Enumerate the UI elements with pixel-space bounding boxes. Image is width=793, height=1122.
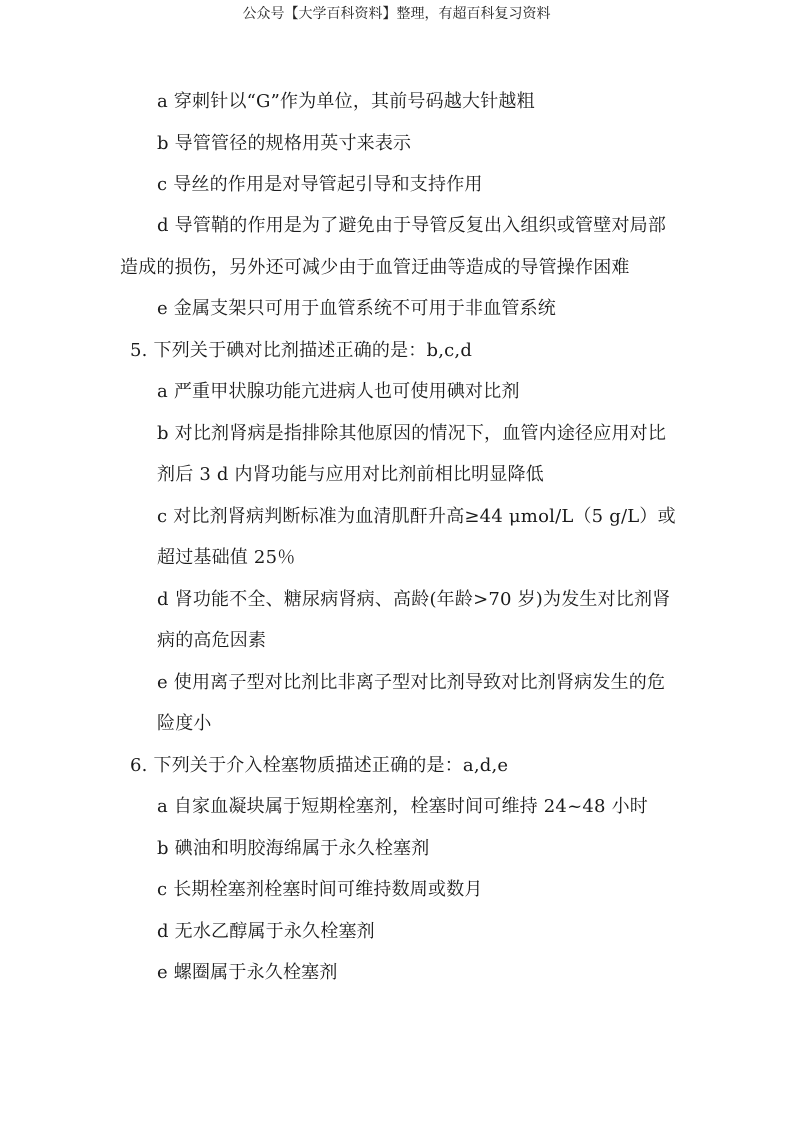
q4-option-d-continued: 造成的损伤，另外还可减少由于血管迂曲等造成的导管操作困难 xyxy=(120,257,630,278)
q4-option-a: a 穿刺针以“G”作为单位，其前号码越大针越粗 xyxy=(157,91,535,112)
q6-option-e: e 螺圈属于永久栓塞剂 xyxy=(157,962,338,983)
q5-option-c: c 对比剂肾病判断标准为血清肌酐升高≥44 μmol/L（5 g/L）或 xyxy=(157,506,676,527)
q5-option-d-continued: 病的高危因素 xyxy=(157,630,267,651)
q4-option-b: b 导管管径的规格用英寸来表示 xyxy=(157,133,412,154)
q5-option-b: b 对比剂肾病是指排除其他原因的情况下，血管内途径应用对比 xyxy=(157,423,667,444)
q4-option-d: d 导管鞘的作用是为了避免由于导管反复出入组织或管壁对局部 xyxy=(157,215,667,236)
q6-option-b: b 碘油和明胶海绵属于永久栓塞剂 xyxy=(157,838,430,859)
q5-option-e-continued: 险度小 xyxy=(157,713,212,734)
q6-option-a: a 自家血凝块属于短期栓塞剂，栓塞时间可维持 24~48 小时 xyxy=(157,796,648,817)
q5-option-c-continued: 超过基础值 25％ xyxy=(157,547,296,568)
q4-option-e: e 金属支架只可用于血管系统不可用于非血管系统 xyxy=(157,298,556,319)
q5-option-b-continued: 剂后 3 d 内肾功能与应用对比剂前相比明显降低 xyxy=(157,464,544,485)
q6-option-d: d 无水乙醇属于永久栓塞剂 xyxy=(157,921,375,942)
q4-option-c: c 导丝的作用是对导管起引导和支持作用 xyxy=(157,174,483,195)
page-header: 公众号【大学百科资料】整理，有超百科复习资料 xyxy=(242,6,551,22)
question-5: 5. 下列关于碘对比剂描述正确的是：b,c,d xyxy=(130,340,473,361)
q5-option-e: e 使用离子型对比剂比非离子型对比剂导致对比剂肾病发生的危 xyxy=(157,672,666,693)
q6-option-c: c 长期栓塞剂栓塞时间可维持数周或数月 xyxy=(157,879,483,900)
q5-option-a: a 严重甲状腺功能亢进病人也可使用碘对比剂 xyxy=(157,381,520,402)
q5-option-d: d 肾功能不全、糖尿病肾病、高龄(年龄>70 岁)为发生对比剂肾 xyxy=(157,589,671,610)
question-6: 6. 下列关于介入栓塞物质描述正确的是：a,d,e xyxy=(130,755,509,776)
